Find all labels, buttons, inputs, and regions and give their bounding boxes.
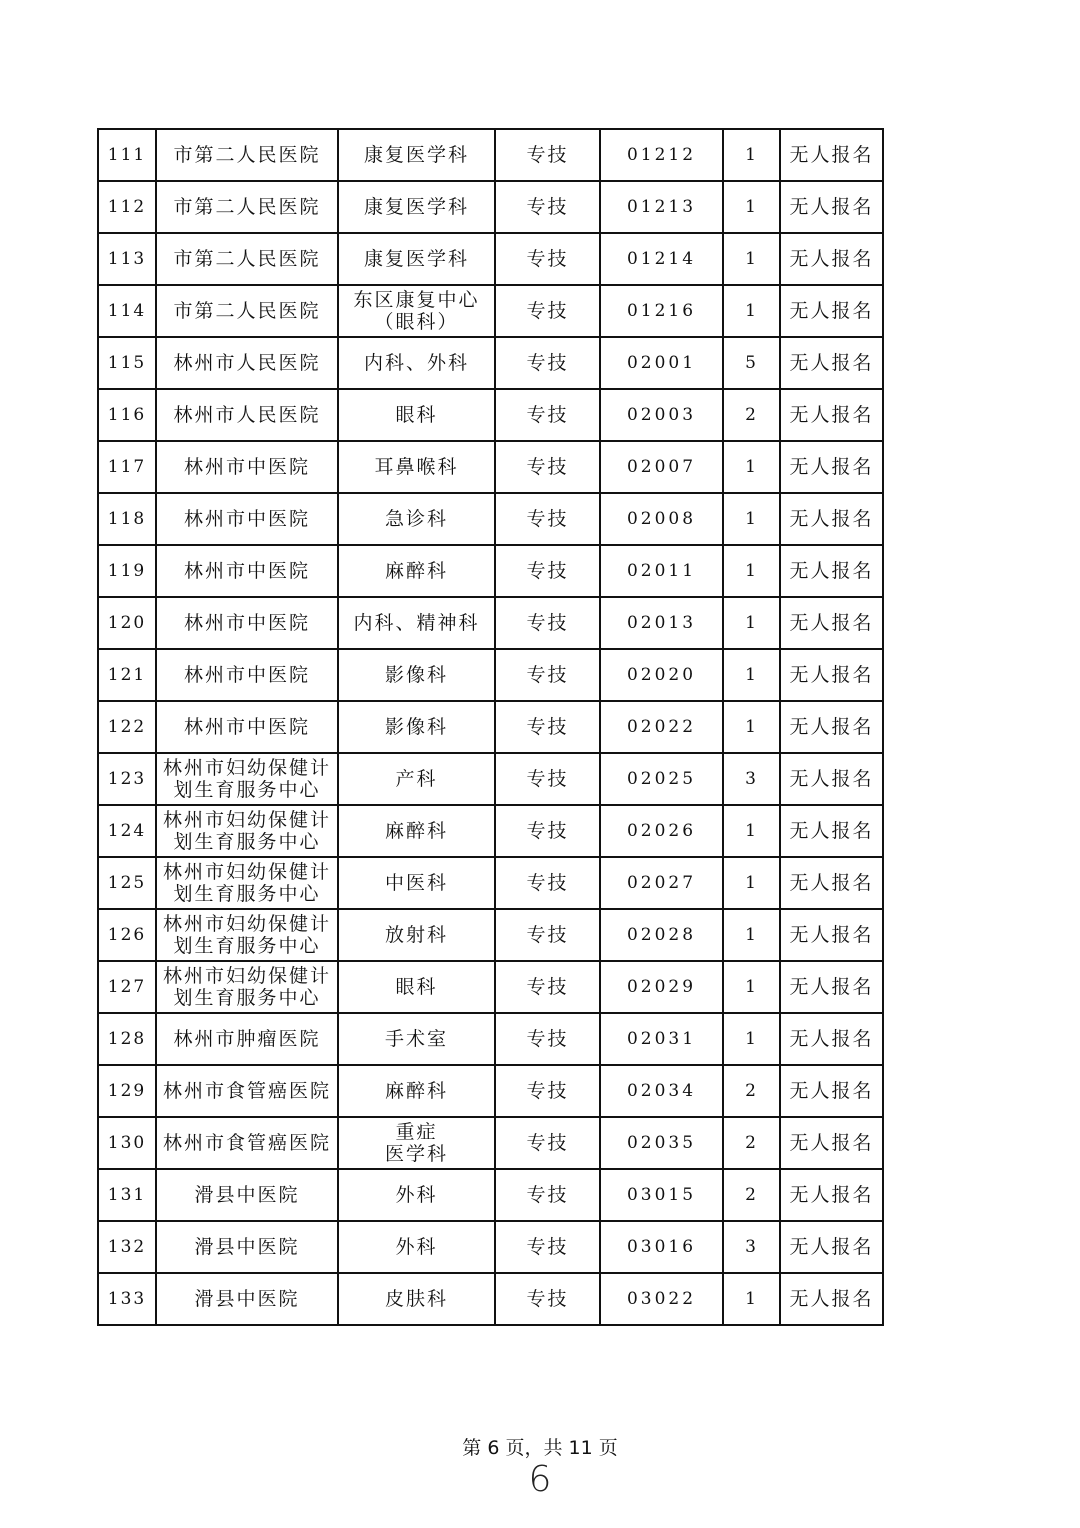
post-code-cell: 02001 [600, 337, 723, 389]
status-cell: 无人报名 [780, 649, 883, 701]
unit-cell [156, 181, 338, 233]
post-code-cell: 02007 [600, 441, 723, 493]
quota-cell: 1 [723, 233, 780, 285]
table-row [98, 1221, 883, 1273]
status-cell: 无人报名 [780, 1169, 883, 1221]
department-cell-line: 医学科 [384, 1143, 448, 1165]
unit-cell [156, 1169, 338, 1221]
row-number-cell: 118 [98, 493, 156, 545]
row-number-cell: 125 [98, 857, 156, 909]
post-type-cell: 专技 [495, 1221, 600, 1273]
quota-cell: 1 [723, 805, 780, 857]
row-number-cell: 124 [98, 805, 156, 857]
department-cell [338, 493, 495, 545]
post-type-cell: 专技 [495, 337, 600, 389]
post-code-cell: 02025 [600, 753, 723, 805]
row-number-cell: 126 [98, 909, 156, 961]
department-cell [338, 857, 495, 909]
post-type-cell: 专技 [495, 909, 600, 961]
row-number-cell: 133 [98, 1273, 156, 1325]
page-number: 6 [528, 1459, 552, 1500]
unit-cell-line: 林州市中医院 [183, 612, 310, 634]
department-cell-line: 皮肤科 [384, 1288, 448, 1310]
quota-cell: 1 [723, 857, 780, 909]
unit-cell-line: 林州市人民医院 [173, 404, 321, 426]
row-number-cell: 132 [98, 1221, 156, 1273]
department-cell [338, 1013, 495, 1065]
table-row [98, 1013, 883, 1065]
status-cell: 无人报名 [780, 1117, 883, 1169]
status-cell: 无人报名 [780, 701, 883, 753]
unit-cell-line: 市第二人民医院 [173, 248, 321, 270]
unit-cell-line: 林州市中医院 [183, 456, 310, 478]
table-row [98, 1273, 883, 1325]
post-code-cell: 02013 [600, 597, 723, 649]
quota-cell: 1 [723, 701, 780, 753]
table-row [98, 701, 883, 753]
department-cell [338, 1169, 495, 1221]
post-type-cell: 专技 [495, 129, 600, 181]
department-cell-line: 内科、外科 [363, 352, 469, 374]
unit-cell-line: 划生育服务中心 [173, 779, 321, 801]
department-cell [338, 1221, 495, 1273]
post-type-cell: 专技 [495, 1065, 600, 1117]
row-number-cell: 128 [98, 1013, 156, 1065]
unit-cell [156, 1273, 338, 1325]
department-cell-line: 放射科 [384, 924, 448, 946]
status-cell: 无人报名 [780, 493, 883, 545]
department-cell-line: 东区康复中心 [353, 289, 480, 311]
post-type-cell: 专技 [495, 1013, 600, 1065]
table-row [98, 545, 883, 597]
row-number-cell: 115 [98, 337, 156, 389]
quota-cell: 1 [723, 1013, 780, 1065]
row-number-cell: 123 [98, 753, 156, 805]
quota-cell: 1 [723, 1273, 780, 1325]
quota-cell: 2 [723, 1169, 780, 1221]
quota-cell: 1 [723, 961, 780, 1013]
unit-cell [156, 129, 338, 181]
quota-cell: 3 [723, 753, 780, 805]
department-cell-line: 康复医学科 [363, 144, 469, 166]
post-code-cell: 02027 [600, 857, 723, 909]
status-cell: 无人报名 [780, 597, 883, 649]
quota-cell: 5 [723, 337, 780, 389]
post-code-cell: 02035 [600, 1117, 723, 1169]
post-type-cell: 专技 [495, 181, 600, 233]
department-cell-line: 产科 [395, 768, 438, 790]
row-number-cell: 127 [98, 961, 156, 1013]
quota-cell: 1 [723, 545, 780, 597]
department-cell [338, 441, 495, 493]
unit-cell-line: 林州市肿瘤医院 [173, 1028, 321, 1050]
post-type-cell: 专技 [495, 545, 600, 597]
unit-cell-line: 划生育服务中心 [173, 987, 321, 1009]
post-code-cell: 02028 [600, 909, 723, 961]
department-cell [338, 597, 495, 649]
unit-cell [156, 649, 338, 701]
post-type-cell: 专技 [495, 285, 600, 337]
unit-cell-line: 林州市中医院 [183, 664, 310, 686]
post-code-cell: 02026 [600, 805, 723, 857]
department-cell [338, 753, 495, 805]
unit-cell [156, 441, 338, 493]
unit-cell-line: 划生育服务中心 [173, 883, 321, 905]
department-cell-line: 眼科 [395, 976, 438, 998]
quota-cell: 2 [723, 1117, 780, 1169]
quota-cell: 1 [723, 649, 780, 701]
row-number-cell: 119 [98, 545, 156, 597]
status-cell: 无人报名 [780, 129, 883, 181]
department-cell [338, 701, 495, 753]
post-type-cell: 专技 [495, 857, 600, 909]
table-row [98, 805, 883, 857]
post-type-cell: 专技 [495, 597, 600, 649]
status-cell: 无人报名 [780, 441, 883, 493]
department-cell-line: 中医科 [384, 872, 448, 894]
department-cell [338, 181, 495, 233]
department-cell [338, 909, 495, 961]
row-number-cell: 122 [98, 701, 156, 753]
post-type-cell: 专技 [495, 233, 600, 285]
status-cell: 无人报名 [780, 181, 883, 233]
post-code-cell: 02022 [600, 701, 723, 753]
unit-cell-line: 林州市食管癌医院 [162, 1132, 331, 1154]
department-cell-line: 外科 [395, 1236, 438, 1258]
status-cell: 无人报名 [780, 337, 883, 389]
status-cell: 无人报名 [780, 961, 883, 1013]
quota-cell: 1 [723, 129, 780, 181]
table-row [98, 233, 883, 285]
unit-cell [156, 337, 338, 389]
table-row [98, 857, 883, 909]
page-label: 第 6 页，共 11 页 [462, 1437, 618, 1459]
table-row [98, 181, 883, 233]
quota-cell: 1 [723, 441, 780, 493]
post-code-cell: 02008 [600, 493, 723, 545]
unit-cell [156, 1221, 338, 1273]
department-cell [338, 285, 495, 337]
status-cell: 无人报名 [780, 753, 883, 805]
unit-cell [156, 389, 338, 441]
status-cell: 无人报名 [780, 909, 883, 961]
department-cell-line: 眼科 [395, 404, 438, 426]
department-cell-line: 影像科 [384, 664, 448, 686]
status-cell: 无人报名 [780, 1065, 883, 1117]
row-number-cell: 112 [98, 181, 156, 233]
post-code-cell: 02029 [600, 961, 723, 1013]
quota-cell: 1 [723, 285, 780, 337]
post-type-cell: 专技 [495, 649, 600, 701]
department-cell [338, 805, 495, 857]
department-cell-line: 影像科 [384, 716, 448, 738]
department-cell [338, 649, 495, 701]
department-cell-line: （眼科） [374, 311, 459, 333]
table-row [98, 285, 883, 337]
department-cell-line: 耳鼻喉科 [374, 456, 459, 478]
post-type-cell: 专技 [495, 1273, 600, 1325]
unit-cell-line: 林州市中医院 [183, 560, 310, 582]
post-code-cell: 03016 [600, 1221, 723, 1273]
unit-cell [156, 1117, 338, 1169]
post-code-cell: 02034 [600, 1065, 723, 1117]
unit-cell [156, 493, 338, 545]
row-number-cell: 113 [98, 233, 156, 285]
department-cell [338, 961, 495, 1013]
status-cell: 无人报名 [780, 545, 883, 597]
quota-cell: 1 [723, 181, 780, 233]
unit-cell [156, 857, 338, 909]
department-cell-line: 麻醉科 [384, 560, 448, 582]
department-cell [338, 233, 495, 285]
department-cell [338, 1117, 495, 1169]
post-type-cell: 专技 [495, 1169, 600, 1221]
unit-cell [156, 805, 338, 857]
unit-cell-line: 林州市妇幼保健计 [162, 913, 331, 935]
post-type-cell: 专技 [495, 389, 600, 441]
table-row [98, 1065, 883, 1117]
department-cell-line: 重症 [395, 1121, 438, 1143]
post-code-cell: 01212 [600, 129, 723, 181]
post-code-cell: 03022 [600, 1273, 723, 1325]
department-cell-line: 急诊科 [384, 508, 448, 530]
row-number-cell: 117 [98, 441, 156, 493]
unit-cell [156, 753, 338, 805]
post-type-cell: 专技 [495, 493, 600, 545]
unit-cell-line: 滑县中医院 [194, 1236, 300, 1258]
post-type-cell: 专技 [495, 441, 600, 493]
post-code-cell: 03015 [600, 1169, 723, 1221]
table-row [98, 649, 883, 701]
department-cell [338, 337, 495, 389]
quota-cell: 1 [723, 597, 780, 649]
table-row [98, 129, 883, 181]
row-number-cell: 131 [98, 1169, 156, 1221]
post-type-cell: 专技 [495, 805, 600, 857]
row-number-cell: 121 [98, 649, 156, 701]
unit-cell [156, 1013, 338, 1065]
unit-cell-line: 林州市中医院 [183, 716, 310, 738]
status-cell: 无人报名 [780, 1221, 883, 1273]
table-row [98, 441, 883, 493]
unit-cell [156, 545, 338, 597]
table-row [98, 1169, 883, 1221]
row-number-cell: 120 [98, 597, 156, 649]
unit-cell [156, 909, 338, 961]
department-cell [338, 129, 495, 181]
quota-cell: 1 [723, 493, 780, 545]
post-code-cell: 02031 [600, 1013, 723, 1065]
post-type-cell: 专技 [495, 1117, 600, 1169]
table-row [98, 389, 883, 441]
unit-cell [156, 233, 338, 285]
post-code-cell: 01214 [600, 233, 723, 285]
row-number-cell: 111 [98, 129, 156, 181]
status-cell: 无人报名 [780, 857, 883, 909]
post-code-cell: 02003 [600, 389, 723, 441]
vacancy-table [97, 128, 884, 1326]
department-cell-line: 内科、精神科 [353, 612, 480, 634]
unit-cell [156, 701, 338, 753]
row-number-cell: 129 [98, 1065, 156, 1117]
department-cell [338, 1273, 495, 1325]
department-cell-line: 手术室 [384, 1028, 448, 1050]
department-cell-line: 麻醉科 [384, 820, 448, 842]
table-row [98, 1117, 883, 1169]
department-cell [338, 389, 495, 441]
post-type-cell: 专技 [495, 753, 600, 805]
status-cell: 无人报名 [780, 389, 883, 441]
unit-cell-line: 市第二人民医院 [173, 196, 321, 218]
quota-cell: 3 [723, 1221, 780, 1273]
quota-cell: 1 [723, 909, 780, 961]
unit-cell [156, 597, 338, 649]
unit-cell-line: 林州市中医院 [183, 508, 310, 530]
unit-cell-line: 林州市妇幼保健计 [162, 757, 331, 779]
quota-cell: 2 [723, 389, 780, 441]
status-cell: 无人报名 [780, 233, 883, 285]
unit-cell-line: 林州市妇幼保健计 [162, 809, 331, 831]
table-row [98, 337, 883, 389]
status-cell: 无人报名 [780, 285, 883, 337]
department-cell-line: 康复医学科 [363, 248, 469, 270]
post-type-cell: 专技 [495, 961, 600, 1013]
row-number-cell: 114 [98, 285, 156, 337]
table-row [98, 493, 883, 545]
row-number-cell: 116 [98, 389, 156, 441]
unit-cell-line: 划生育服务中心 [173, 935, 321, 957]
table-row [98, 597, 883, 649]
table-row [98, 909, 883, 961]
post-code-cell: 02011 [600, 545, 723, 597]
table-row [98, 753, 883, 805]
unit-cell [156, 1065, 338, 1117]
post-code-cell: 01213 [600, 181, 723, 233]
table-row [98, 961, 883, 1013]
post-type-cell: 专技 [495, 701, 600, 753]
status-cell: 无人报名 [780, 805, 883, 857]
department-cell-line: 外科 [395, 1184, 438, 1206]
unit-cell-line: 滑县中医院 [194, 1184, 300, 1206]
unit-cell-line: 滑县中医院 [194, 1288, 300, 1310]
department-cell-line: 麻醉科 [384, 1080, 448, 1102]
department-cell [338, 1065, 495, 1117]
unit-cell-line: 林州市人民医院 [173, 352, 321, 374]
unit-cell [156, 285, 338, 337]
unit-cell-line: 市第二人民医院 [173, 144, 321, 166]
unit-cell-line: 市第二人民医院 [173, 300, 321, 322]
unit-cell-line: 林州市食管癌医院 [162, 1080, 331, 1102]
unit-cell-line: 划生育服务中心 [173, 831, 321, 853]
post-code-cell: 01216 [600, 285, 723, 337]
post-code-cell: 02020 [600, 649, 723, 701]
row-number-cell: 130 [98, 1117, 156, 1169]
quota-cell: 2 [723, 1065, 780, 1117]
unit-cell [156, 961, 338, 1013]
status-cell: 无人报名 [780, 1013, 883, 1065]
department-cell-line: 康复医学科 [363, 196, 469, 218]
unit-cell-line: 林州市妇幼保健计 [162, 861, 331, 883]
table-body [98, 129, 883, 1325]
department-cell [338, 545, 495, 597]
status-cell: 无人报名 [780, 1273, 883, 1325]
unit-cell-line: 林州市妇幼保健计 [162, 965, 331, 987]
